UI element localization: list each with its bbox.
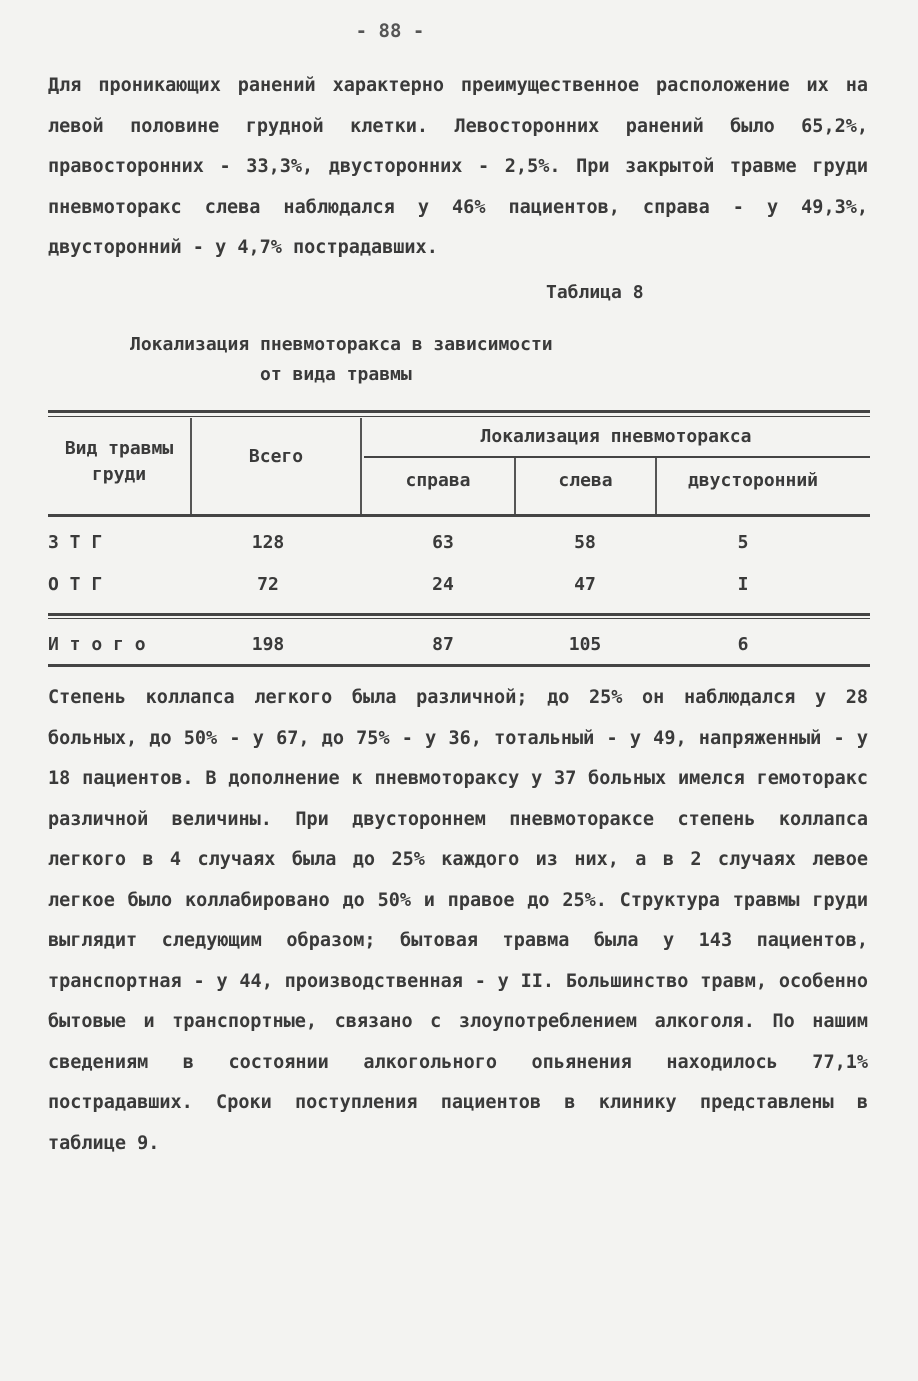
row2-bilateral: I: [737, 574, 749, 595]
table-top-rule: [48, 410, 870, 413]
row2-left: 47: [574, 574, 596, 595]
header-bottom-rule: [48, 514, 870, 517]
table-title-line1: Локализация пневмоторакса в зависимости: [130, 334, 553, 355]
row2-label: О Т Г: [48, 574, 103, 595]
header-total: Всего: [248, 446, 304, 467]
header-bilateral: двусторонний: [687, 470, 819, 491]
row1-label: З Т Г: [48, 532, 103, 553]
row2-total: 72: [257, 574, 279, 595]
table-title-line2: от вида травмы: [260, 364, 412, 385]
total-total: 198: [251, 634, 285, 655]
total-left: 105: [568, 634, 602, 655]
total-label: И т о г о: [48, 634, 146, 655]
paragraph-collapse: Степень коллапса легкого была различной; до 25% он наблюдался у 28 больных, до 50% - у 67, до 75% - у 36, тотальный - у 49, напряженный - у 18 пациентов. В дополнение к пневмотораксу у 37 больных имелся гемоторакс различной величины. При двустороннем пневмотораксе степень коллапса легкого в 4 случаях была до 25% каждого из них, а в 2 случаях левое легкое было коллабировано до 50% и правое до 25%. Структура травмы груди выглядит следующим образом; бытовая травма была у 143 пациентов, транспортная - у 44, производственная - у II. Большинство травм, особенно бытовые и транспортные, связано с злоупотреблением алкоголя. По нашим сведениям в состоянии алкогольного опьянения находилось 77,1% пострадавших. Сроки поступления пациентов в клинику представлены в таблице 9.: [48, 687, 868, 1154]
row2-right: 24: [432, 574, 454, 595]
header-injury-type-line2: груди: [91, 464, 147, 485]
total-top-rule-thin: [48, 618, 870, 619]
row1-total: 128: [251, 532, 285, 553]
total-right: 87: [432, 634, 454, 655]
header-injury-type-line1: Вид травмы: [64, 438, 174, 459]
header-injury-type: [48, 436, 190, 488]
page-number: - 88 -: [355, 20, 425, 42]
table-top-rule-thin: [48, 416, 870, 417]
row1-right: 63: [432, 532, 454, 553]
group-header-rule: [364, 456, 870, 458]
total-top-rule: [48, 613, 870, 616]
table-title: [130, 330, 650, 390]
total-bilateral: 6: [737, 634, 749, 655]
table-label: Таблица 8: [546, 282, 644, 303]
pneumothorax-table: [48, 410, 870, 672]
header-left: слева: [558, 470, 613, 491]
header-localization: Локализация пневмоторакса: [480, 426, 752, 447]
header-right: справа: [405, 470, 471, 491]
row1-bilateral: 5: [737, 532, 749, 553]
row1-left: 58: [574, 532, 596, 553]
paragraph-intro: Для проникающих ранений характерно преимущественное расположение их на левой половине грудной клетки. Левосторонних ранений было 65,2%, правосторонних - 33,3%, двусторонних - 2,5%. При закрытой травме груди пневмоторакс слева наблюдался у 46% пациентов, справа - у 49,3%, двусторонний - у 4,7% пострадавших.: [48, 75, 868, 258]
table-bottom-rule: [48, 664, 870, 667]
